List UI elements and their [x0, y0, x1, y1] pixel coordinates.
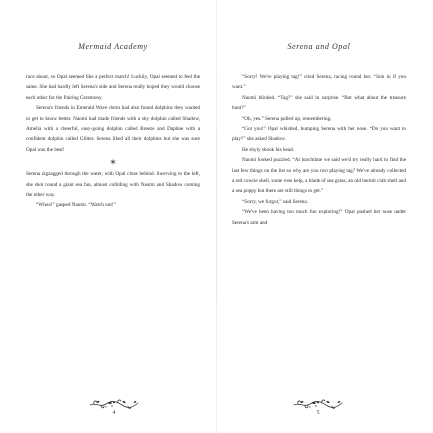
paragraph: “We've been having too much fun exploring!” Opal pushed her nose under Serena's arm and	[232, 209, 406, 226]
paragraph: “Sorry, we forgot,” said Serena.	[242, 198, 308, 205]
running-head-right: Serena and Opal	[287, 42, 351, 51]
left-page-text	[26, 72, 200, 211]
section-separator: ✶	[109, 157, 117, 168]
right-page	[216, 0, 432, 433]
right-page-text	[232, 72, 406, 228]
paragraph: Naomi blinked. “Tag?” she said in surprise. “But what about the treasure hunt?”	[232, 94, 406, 112]
paragraph: Naomi looked puzzled. “At lunchtime we said we'd try really hard to find the last few things on the list so why are you two playing tag? We've already collected a red cowrie shell, some rose kelp, a blade of sea grass, an old hermit crab shell and a sea poppy but there are still things to get.”	[232, 157, 406, 195]
paragraph: race about, so Opal seemed like a perfect match! Luckily, Opal seemed to feel the same. She had hardly left Serena's side and Serena really hoped they would choose each other for the Pairing Ceremony.	[26, 74, 200, 101]
running-head-left: Mermaid Academy	[78, 42, 148, 51]
paragraph: “Sorry! We're playing tag!” cried Serena, racing round her. “Join in if you want.”	[232, 74, 406, 91]
paragraph: “Oh, yes.” Serena pulled up, remembering.	[242, 115, 332, 122]
paragraph: “Got you!” Opal whistled, bumping Serena with her nose. “Do you want to play?” she asked Shadow.	[232, 126, 406, 143]
paragraph: Serena zigzagged through the water, with Opal close behind. Swerving to the left, she shot round a giant sea fan, almost colliding with Naomi and Shadow coming the other way.	[26, 171, 200, 199]
left-page	[0, 0, 216, 433]
vine-flourish-icon	[0, 398, 216, 410]
paragraph: “Whoa!” gasped Naomi. “Watch out!”	[36, 202, 116, 209]
page-number-right: 5	[316, 410, 320, 416]
vine-flourish-icon	[216, 398, 432, 410]
paragraph: He shyly shook his head.	[242, 146, 295, 153]
page-number-left: 4	[112, 410, 116, 416]
paragraph: Serena's friends in Emerald Wave dorm had also found dolphins they wanted to get to know better. Naomi had made friends with a shy dolphin called Shadow, Amelia with a cheerful, easy-going dolphin called Breeze and Daphne with a confident dolphin called Glitter. Serena liked all their dolphins but she was sure Opal was the best!	[26, 105, 200, 153]
